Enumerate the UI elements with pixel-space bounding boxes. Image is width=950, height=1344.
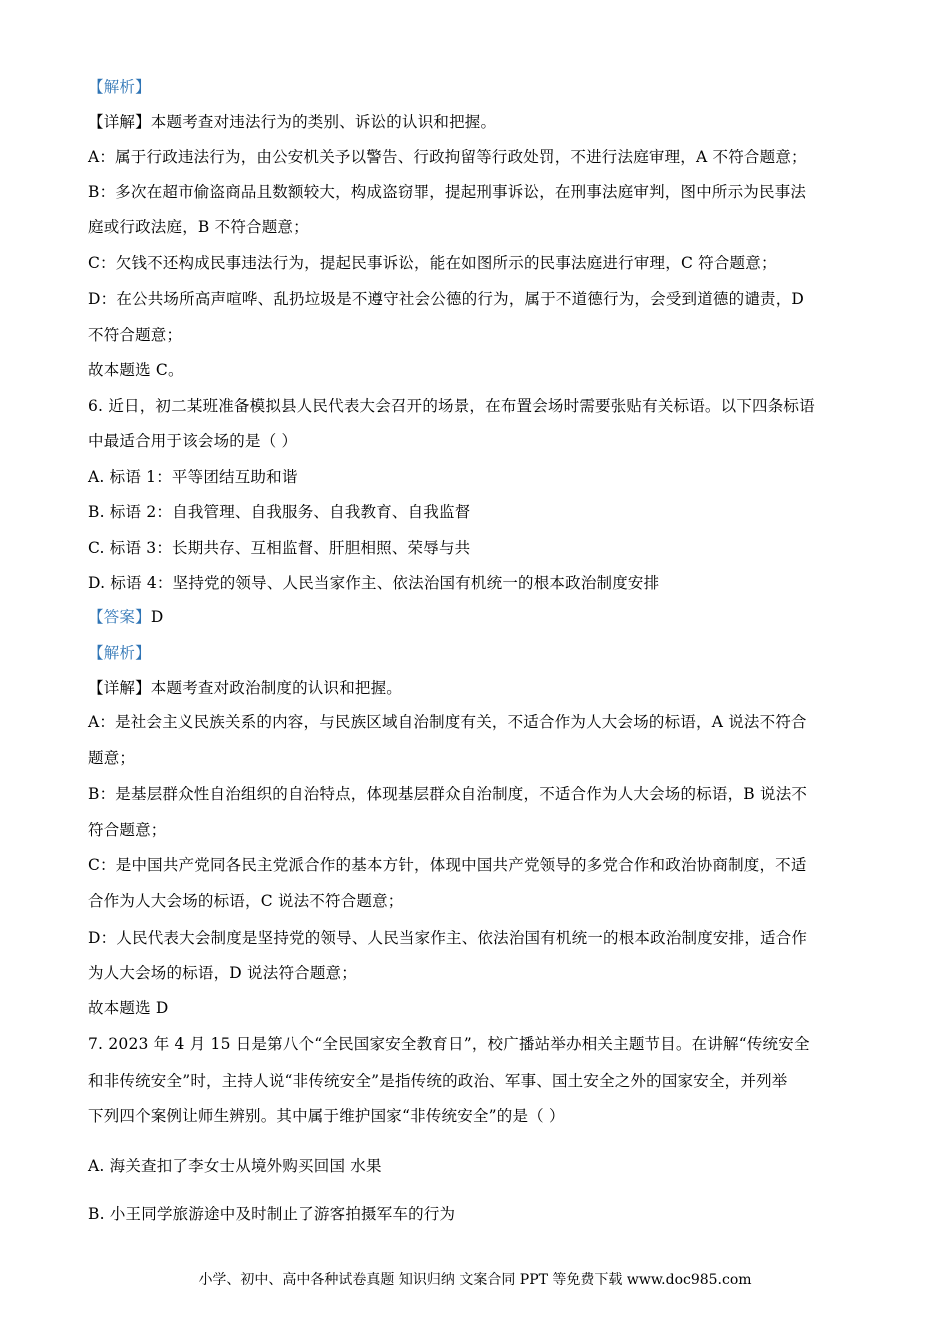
question-6-stem-cont: 中最适合用于该会场的是（ ） [88,432,298,450]
question-7-stem-cont-2: 下列四个案例让师生辨别。其中属于维护国家“非传统安全”的是（ ） [88,1107,565,1125]
analysis-tag: 【解析】 [88,644,151,662]
question-6-option-d: D. 标语 4：坚持党的领导、人民当家作主、依法治国有机统一的根本政治制度安排 [88,574,660,592]
question-6-option-b: B. 标语 2：自我管理、自我服务、自我教育、自我监督 [88,503,471,521]
conclusion-line: 故本题选 D [88,999,169,1017]
question-7-stem-cont: 和非传统安全”时，主持人说“非传统安全”是指传统的政治、军事、国土安全之外的国家安全，并列举 [88,1072,788,1090]
conclusion-line: 故本题选 C。 [88,361,184,379]
option-b-explanation: B：是基层群众性自治组织的自治特点，体现基层群众自治制度，不适合作为人大会场的标语，B 说法不 [88,785,808,803]
question-6-stem: 6. 近日，初二某班准备模拟县人民代表大会召开的场景，在布置会场时需要张贴有关标语。以下四条标语 [88,397,815,415]
option-d-explanation: D：人民代表大会制度是坚持党的领导、人民当家作主、依法治国有机统一的根本政治制度安排，适合作 [88,929,808,947]
question-6-option-c: C. 标语 3：长期共存、互相监督、肝胆相照、荣辱与共 [88,539,471,557]
question-7-option-b: B. 小王同学旅游途中及时制止了游客拍摄军车的行为 [88,1205,456,1223]
option-a-explanation-cont: 题意； [88,749,136,767]
option-b-explanation: B：多次在超市偷盗商品且数额较大，构成盗窃罪，提起刑事诉讼，在刑事法庭审判，图中所示为民事法 [88,183,807,201]
option-c-explanation-cont: 合作为人大会场的标语，C 说法不符合题意； [88,892,404,910]
option-d-explanation-cont: 为人大会场的标语，D 说法符合题意； [88,964,357,982]
option-b-explanation-cont: 符合题意； [88,821,167,839]
question-7-option-a: A. 海关查扣了李女士从境外购买回国 水果 [88,1157,382,1175]
option-d-explanation-cont: 不符合题意； [88,326,183,344]
answer-tag: 【答案】 [88,608,151,626]
option-a-explanation: A：是社会主义民族关系的内容，与民族区域自治制度有关，不适合作为人大会场的标语，A 说法不符合 [88,713,807,731]
detail-line: 【详解】本题考查对政治制度的认识和把握。 [88,679,403,697]
answer-value: D [150,608,164,626]
answer-line [88,607,868,627]
analysis-tag: 【解析】 [88,78,151,96]
question-7-stem: 7. 2023 年 4 月 15 日是第八个“全民国家安全教育日”，校广播站举办相关主题节目。在讲解“传统安全 [88,1035,810,1053]
option-a-explanation: A：属于行政违法行为，由公安机关予以警告、行政拘留等行政处罚，不进行法庭审理，A 不符合题意； [88,148,807,166]
option-c-explanation: C：欠钱不还构成民事违法行为，提起民事诉讼，能在如图所示的民事法庭进行审理，C 符合题意； [88,254,777,272]
page-footer: 小学、初中、高中各种试卷真题 知识归纳 文案合同 PPT 等免费下载 www.doc985.com [198,1272,752,1288]
option-b-explanation-cont: 庭或行政法庭，B 不符合题意； [88,218,309,236]
detail-line: 【详解】本题考查对违法行为的类别、诉讼的认识和把握。 [88,113,497,131]
question-6-option-a: A. 标语 1：平等团结互助和谐 [88,468,298,486]
option-d-explanation: D：在公共场所高声喧哗、乱扔垃圾是不遵守社会公德的行为，属于不道德行为，会受到道德的谴责，D [88,290,805,308]
option-c-explanation: C：是中国共产党同各民主党派合作的基本方针，体现中国共产党领导的多党合作和政治协商制度，不适 [88,856,807,874]
